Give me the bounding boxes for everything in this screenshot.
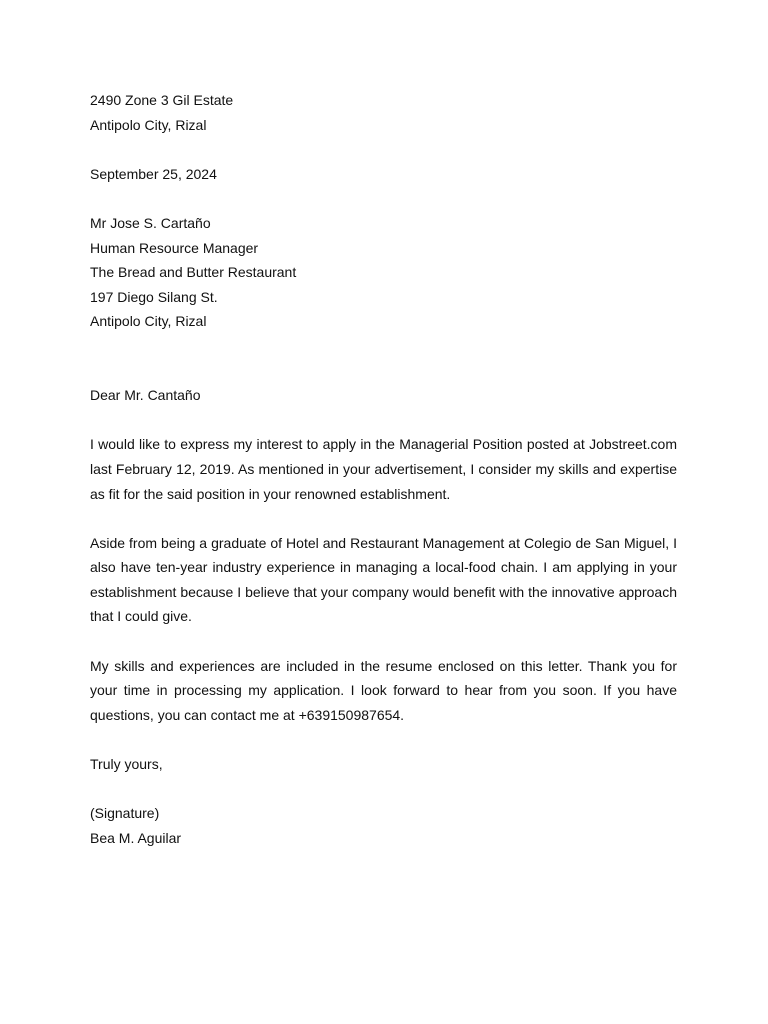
sender-street: 2490 Zone 3 Gil Estate (90, 92, 234, 108)
cover-letter (90, 88, 677, 850)
body-paragraph-1: I would like to express my interest to apply in the Managerial Position posted at Jobstreet.com last February 12, 2019. As mentioned in your advertisement, I consider my skills and expertise as fit for the said position in your renowned establishment. (90, 436, 677, 502)
closing: Truly yours, (90, 756, 163, 773)
signature-placeholder: (Signature) (90, 805, 160, 822)
body-paragraph-2: Aside from being a graduate of Hotel and Restaurant Management at Colegio de San Miguel, I also have ten-year industry experience in managing a local-food chain. I am applying in your establishment because I believe that your company would benefit with the innovative approach that I could give. (90, 534, 677, 625)
recipient-name: Mr Jose S. Cartaño (90, 214, 211, 231)
recipient-title: Human Resource Manager (90, 239, 259, 256)
sender-address (90, 88, 677, 137)
letter-date: September 25, 2024 (90, 165, 217, 182)
body-paragraph-3: My skills and experiences are included in the resume enclosed on this letter. Thank you for your time in processing my application. I look forward to hear from you soon. If you have questions, you can contact me at +639150987654. (90, 657, 677, 723)
signer-name: Bea M. Aguilar (90, 829, 182, 846)
recipient-company: The Bread and Butter Restaurant (90, 264, 297, 281)
recipient-street: 197 Diego Silang St. (90, 288, 218, 305)
salutation: Dear Mr. Cantaño (90, 387, 201, 404)
sender-city: Antipolo City, Rizal (90, 116, 207, 133)
recipient-city: Antipolo City, Rizal (90, 313, 207, 330)
recipient-address (90, 211, 677, 334)
